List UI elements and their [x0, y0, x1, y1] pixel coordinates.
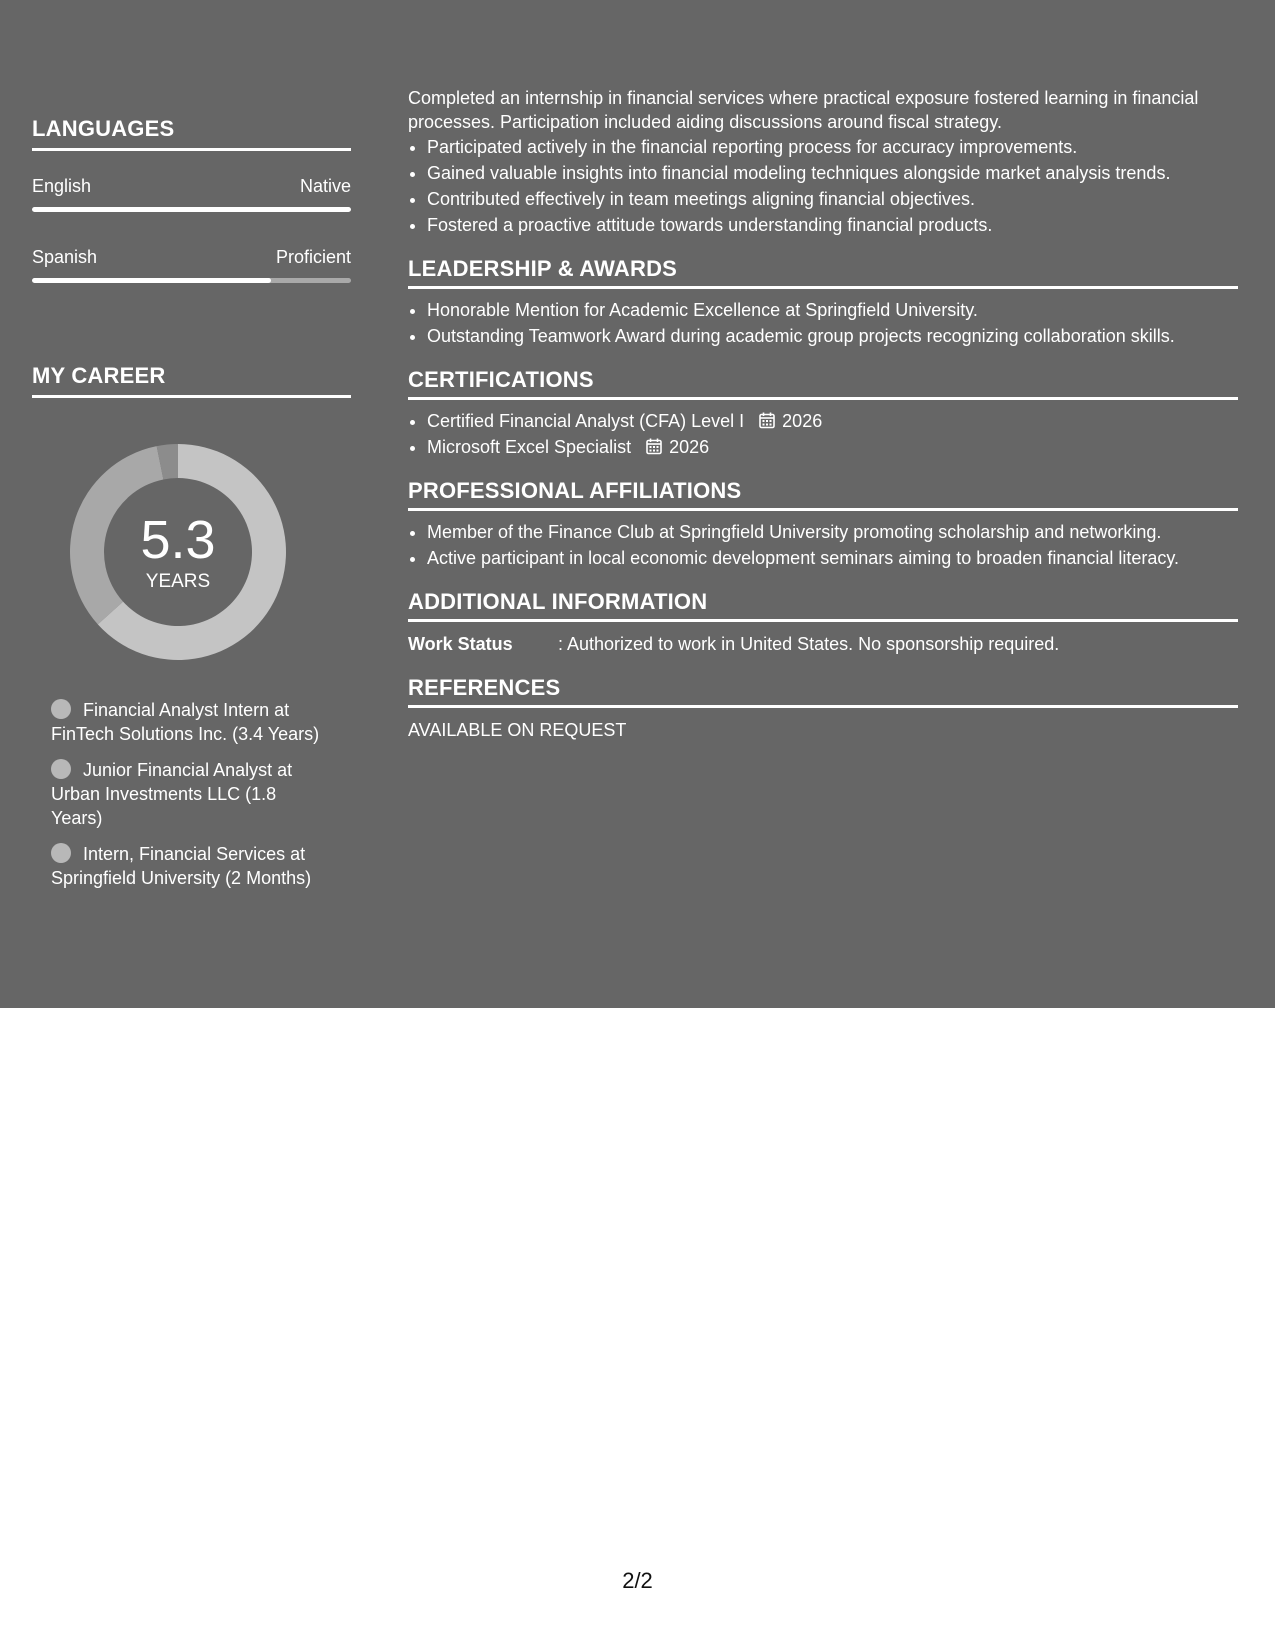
language-bar — [32, 278, 351, 283]
career-legend-item — [51, 842, 331, 890]
page-number: 2/2 — [622, 1568, 653, 1593]
career-total-years: 5.3 — [140, 510, 216, 570]
list-item: • Active participant in local economic development seminars aiming to broaden financial literacy. — [427, 547, 1238, 570]
career-legend-label: Junior Financial Analyst at Urban Investments LLC (1.8 Years) — [51, 760, 293, 828]
list-item — [427, 410, 1238, 433]
leadership-heading: LEADERSHIP & AWARDS — [408, 257, 1238, 289]
affiliations-heading: PROFESSIONAL AFFILIATIONS — [408, 479, 1238, 511]
legend-dot-icon — [51, 759, 71, 779]
work-status-label: Work Status — [408, 634, 513, 654]
list-item: • Honorable Mention for Academic Excellence at Springfield University. — [427, 299, 1238, 322]
language-item — [32, 175, 351, 212]
career-legend-label: Intern, Financial Services at Springfield University (2 Months) — [51, 844, 312, 888]
list-item: • Contributed effectively in team meetings aligning financial objectives. — [427, 188, 1238, 211]
career-legend-item — [51, 758, 331, 830]
list-item: • Gained valuable insights into financial modeling techniques alongside market analysis trends. — [427, 162, 1238, 185]
certification-year: 2026 — [669, 437, 710, 457]
left-column — [32, 116, 351, 902]
certifications-heading: CERTIFICATIONS — [408, 368, 1238, 400]
list-item: • Member of the Finance Club at Springfield University promoting scholarship and networking. — [427, 521, 1238, 544]
languages-heading: LANGUAGES — [32, 116, 351, 151]
language-bar — [32, 207, 351, 212]
affiliations-section — [408, 479, 1238, 570]
references-text: AVAILABLE ON REQUEST — [408, 720, 627, 740]
experience-bullets — [408, 136, 1238, 237]
work-status-value: : Authorized to work in United States. No sponsorship required. — [558, 634, 1060, 654]
language-level: Native — [299, 176, 351, 196]
calendar-icon — [646, 438, 662, 455]
certifications-section — [408, 368, 1238, 459]
career-legend — [51, 698, 331, 890]
right-column — [408, 86, 1238, 742]
list-item: • Participated actively in the financial reporting process for accuracy improvements. — [427, 136, 1238, 159]
references-section — [408, 676, 1238, 742]
certification-name: Microsoft Excel Specialist — [427, 437, 632, 457]
legend-dot-icon — [51, 699, 71, 719]
legend-dot-icon — [51, 843, 71, 863]
calendar-icon — [759, 412, 775, 429]
experience-intro: Completed an internship in financial services where practical exposure fostered learning in financial processes. Participation included aiding discussions around fiscal strategy. — [408, 88, 1199, 132]
language-name: English — [32, 176, 92, 196]
career-total-unit: YEARS — [145, 571, 211, 592]
career-heading: MY CAREER — [32, 363, 351, 398]
additional-section — [408, 590, 1238, 656]
leadership-section — [408, 257, 1238, 348]
certification-year: 2026 — [782, 411, 823, 431]
language-item — [32, 246, 351, 283]
language-level: Proficient — [275, 247, 351, 267]
certification-name: Certified Financial Analyst (CFA) Level I — [427, 411, 745, 431]
language-name: Spanish — [32, 247, 98, 267]
list-item: • Outstanding Teamwork Award during academic group projects recognizing collaboration skills. — [427, 325, 1238, 348]
list-item — [427, 436, 1238, 459]
list-item: • Fostered a proactive attitude towards understanding financial products. — [427, 214, 1238, 237]
language-bar-fill — [32, 207, 351, 212]
references-heading: REFERENCES — [408, 676, 1238, 708]
career-legend-item — [51, 698, 331, 746]
career-legend-label: Financial Analyst Intern at FinTech Solutions Inc. (3.4 Years) — [51, 700, 320, 744]
language-bar-fill — [32, 278, 271, 283]
career-donut-chart — [62, 436, 294, 668]
additional-heading: ADDITIONAL INFORMATION — [408, 590, 1238, 622]
